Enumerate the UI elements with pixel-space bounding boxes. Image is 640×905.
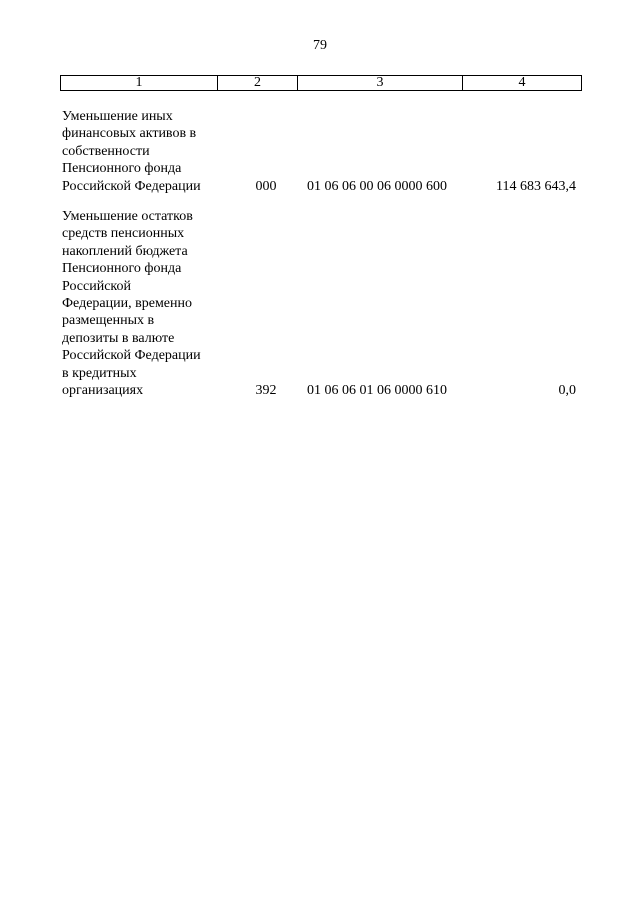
header-col-1: 1: [61, 76, 218, 90]
table-row: [62, 108, 582, 195]
row-amount: 114 683 643,4: [496, 178, 576, 194]
row-classification-code: 01 06 06 00 06 0000 600: [307, 178, 447, 194]
row-classification-code: 01 06 06 01 06 0000 610: [307, 383, 447, 399]
header-col-2: 2: [218, 76, 298, 90]
row-amount: 0,0: [558, 383, 576, 399]
header-col-4: 4: [518, 75, 526, 90]
row-description: Уменьшение остатков средств пенсионных накоплений бюджета Пенсионного фонда Российской Федерации, временно размещенных в депозиты в валюте Российской Федерации в кредитных организациях: [62, 209, 201, 399]
row-admin-code: 392: [255, 383, 277, 399]
table-row: [62, 208, 582, 399]
row-admin-code: 000: [255, 178, 277, 194]
row-description: Уменьшение иных финансовых активов в собственности Пенсионного фонда Российской Федерации: [62, 109, 201, 194]
page-number: 79: [313, 38, 327, 53]
header-col-3: 3: [298, 76, 463, 90]
table-header: [60, 75, 582, 91]
